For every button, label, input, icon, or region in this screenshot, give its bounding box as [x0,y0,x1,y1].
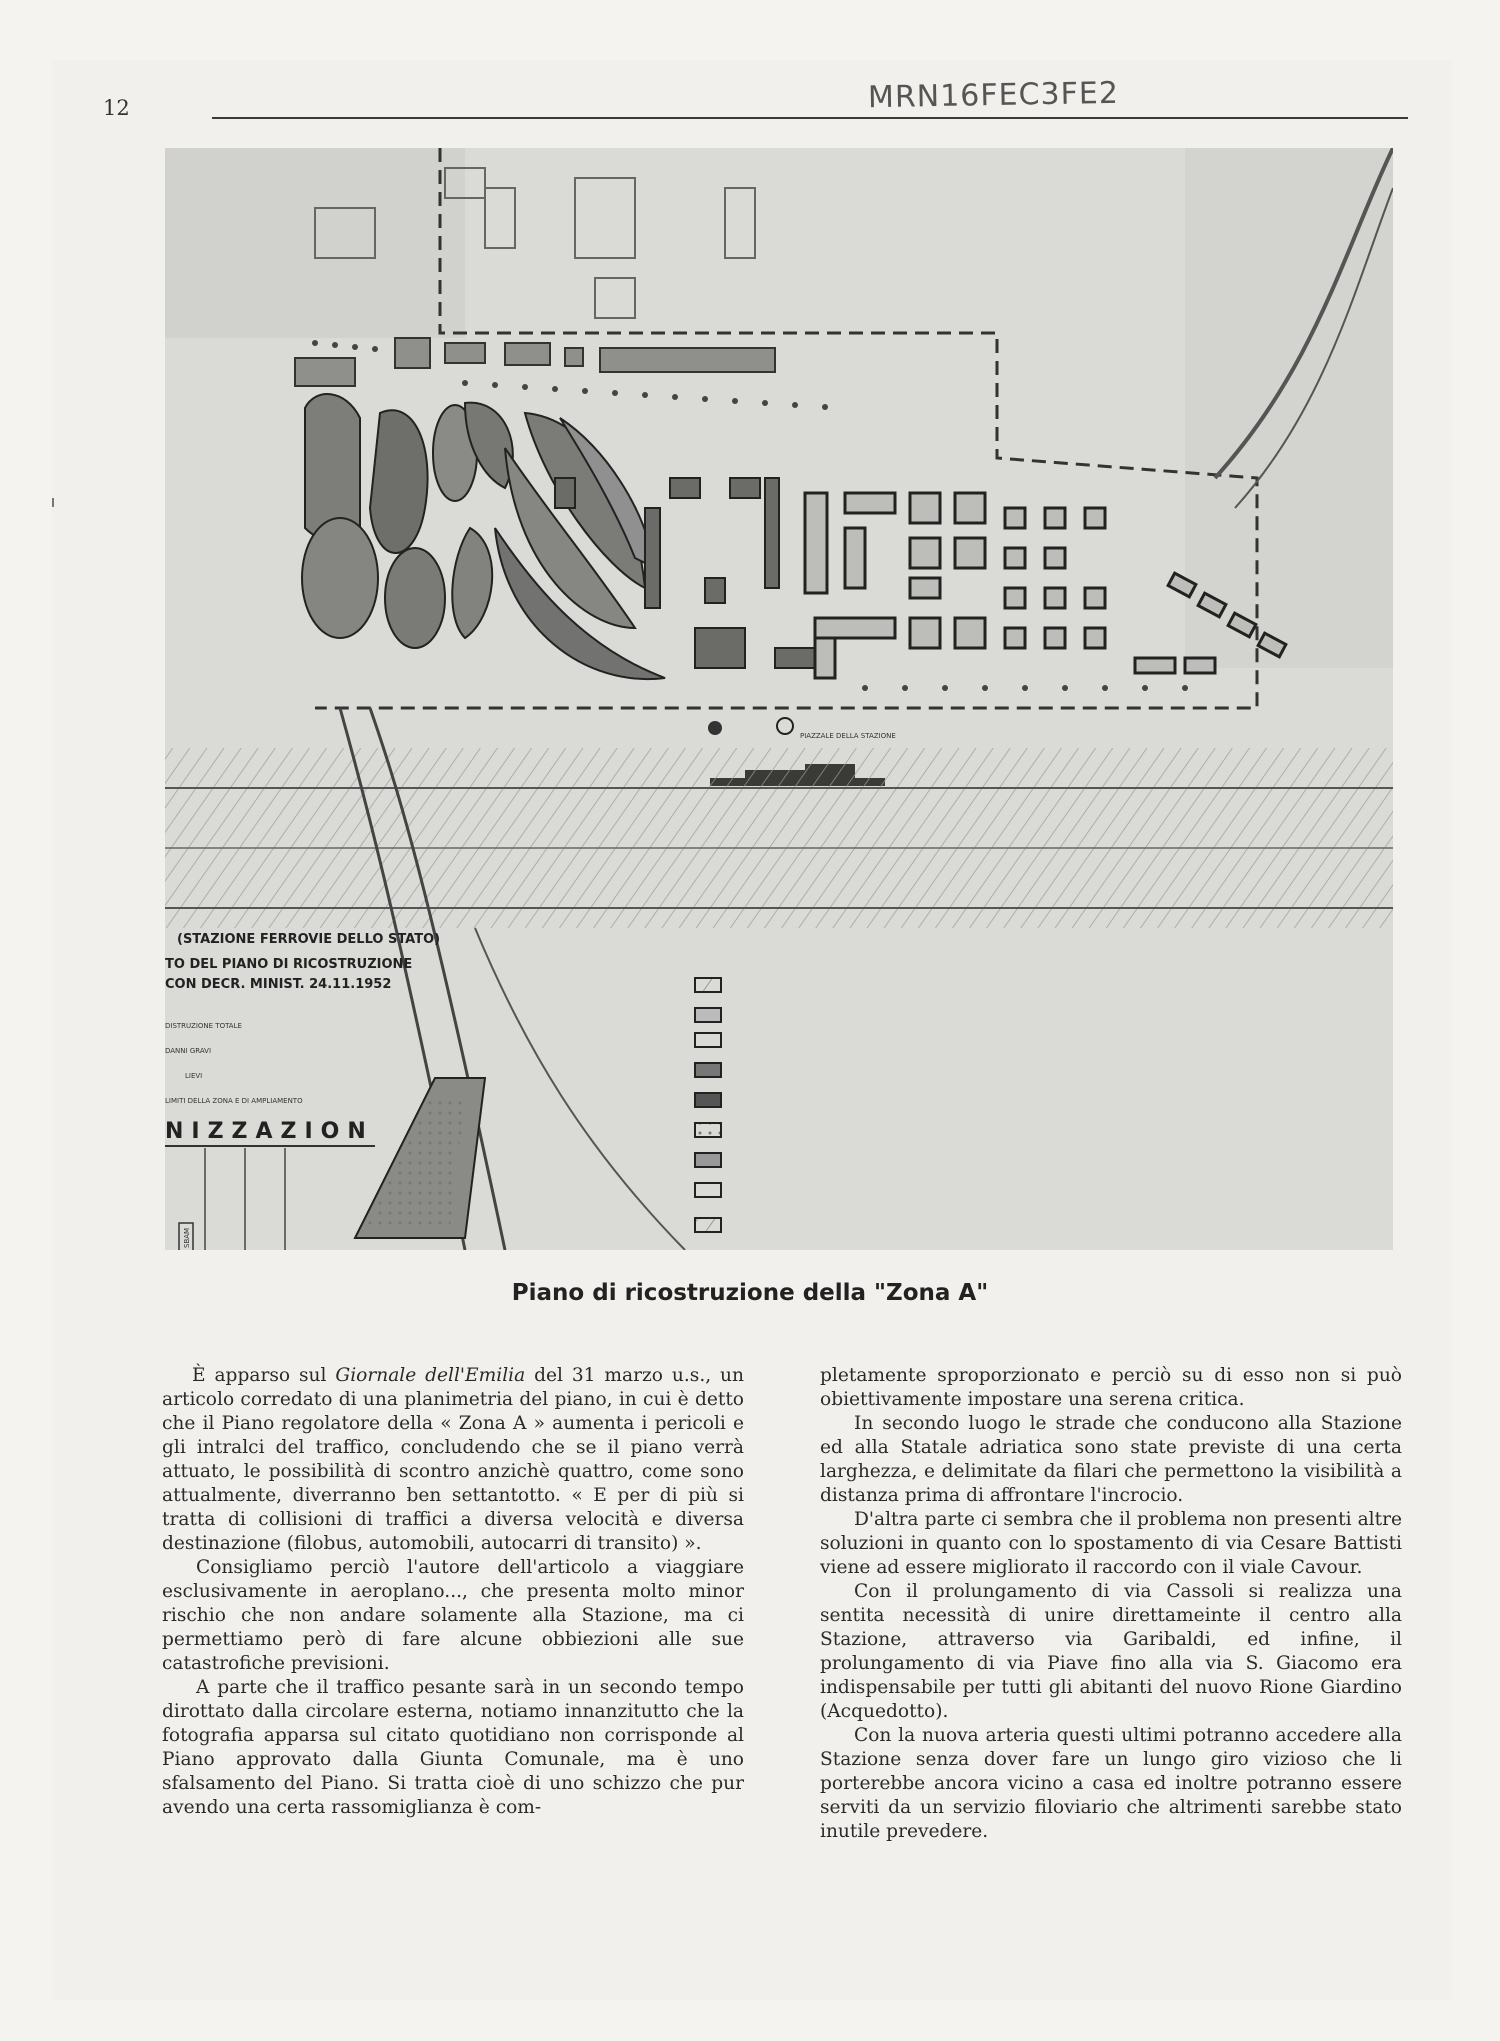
svg-text:LIEVI: LIEVI [185,1072,203,1080]
journal-name: Giornale dell'Emilia [335,1365,526,1386]
svg-text:(STAZIONE FERROVIE DELLO STATO: (STAZIONE FERROVIE DELLO STATO) [177,932,441,947]
archive-code: MRN16FEC3FE2 [867,75,1120,116]
svg-text:TO DEL PIANO DI RICOSTRUZIONE: TO DEL PIANO DI RICOSTRUZIONE [165,957,413,972]
svg-text:LIMITI DELLA ZONA E DI AMPLIAM: LIMITI DELLA ZONA E DI AMPLIAMENTO [165,1097,303,1105]
paragraph-7: Con il prolungamento di via Cassoli si realizza una sentita necessità di unire direttameinte il centro alla Stazione, attraverso via Garibaldi, ed infine, il prolungamento di via Piave fino alla via S. Giacomo era indispensabile per tutti gli abitanti del nuovo Rione Giardino (Acquedotto). [820,1581,1402,1722]
header-rule [212,117,1408,119]
scan-mark [52,498,54,507]
stamp-mark: SBAM [183,1227,191,1248]
map-drawing [165,148,1393,1250]
paragraph-4: pletamente sproporzionato e perciò su di esso non si può obiettivamente impostare una serena critica. [820,1365,1402,1410]
reconstruction-plan-map [165,148,1393,1250]
paragraph-1: È apparso sul Giornale dell'Emilia del 31 marzo u.s., un articolo corredato di una planimetria del piano, in cui è detto che il Piano regolatore della « Zona A » aumenta i pericoli e gli intralci del traffico, concludendo che se il piano verrà attuato, le possibilità di scontro anzichè quattro, come sono attualmente, diverranno ben settantotto. « E per di più si tratta di collisioni di traffici a diversa velocità e diversa destinazione (filobus, automobili, autocarri di transito) ». [162,1365,744,1554]
page-number: 12 [103,96,130,120]
svg-text:DISTRUZIONE TOTALE: DISTRUZIONE TOTALE [165,1022,242,1030]
paragraph-2: Consigliamo perciò l'autore dell'articolo a viaggiare esclusivamente in aeroplano..., che presenta molto minor rischio che non andare solamente alla Stazione, ma ci permettiamo però di fare alcune obbiezioni alle sue catastrofiche previsioni. [162,1557,744,1674]
paragraph-8: Con la nuova arteria questi ultimi potranno accedere alla Stazione senza dover fare un lungo giro vizioso che li porterebbe ancora vicino a casa ed inoltre potranno essere serviti da un servizio filoviario che altrimenti sarebbe stato inutile prevedere. [820,1725,1402,1842]
article-body [162,1364,1402,1844]
figure-caption: Piano di ricostruzione della "Zona A" [511,1280,989,1306]
svg-text:DANNI GRAVI: DANNI GRAVI [165,1047,212,1055]
paragraph-5: In secondo luogo le strade che conducono alla Stazione ed alla Statale adriatica sono state previste di una certa larghezza, e delimitate da filari che permettono la visibilità a distanza prima di affrontare l'incrocio. [820,1413,1402,1506]
column-right [820,1364,1402,1844]
station-label: PIAZZALE DELLA STAZIONE [800,732,896,740]
column-left [162,1364,744,1844]
paragraph-3: A parte che il traffico pesante sarà in un secondo tempo dirottato dalla circolare esterna, notiamo innanzitutto che la fotografia apparsa sul citato quotidiano non corrisponde al Piano approvato dalla Giunta Comunale, ma è uno sfalsamento del Piano. Si tratta cioè di uno schizzo che pur avendo una certa rassomiglianza è com- [162,1677,744,1818]
paragraph-6: D'altra parte ci sembra che il problema non presenti altre soluzioni in quanto con lo spostamento di via Cesare Battisti viene ad essere migliorato il raccordo con il viale Cavour. [820,1509,1402,1578]
svg-text:CON DECR. MINIST. 24.11.1952: CON DECR. MINIST. 24.11.1952 [165,977,392,992]
zone-label: NIZZAZION [165,1119,374,1144]
